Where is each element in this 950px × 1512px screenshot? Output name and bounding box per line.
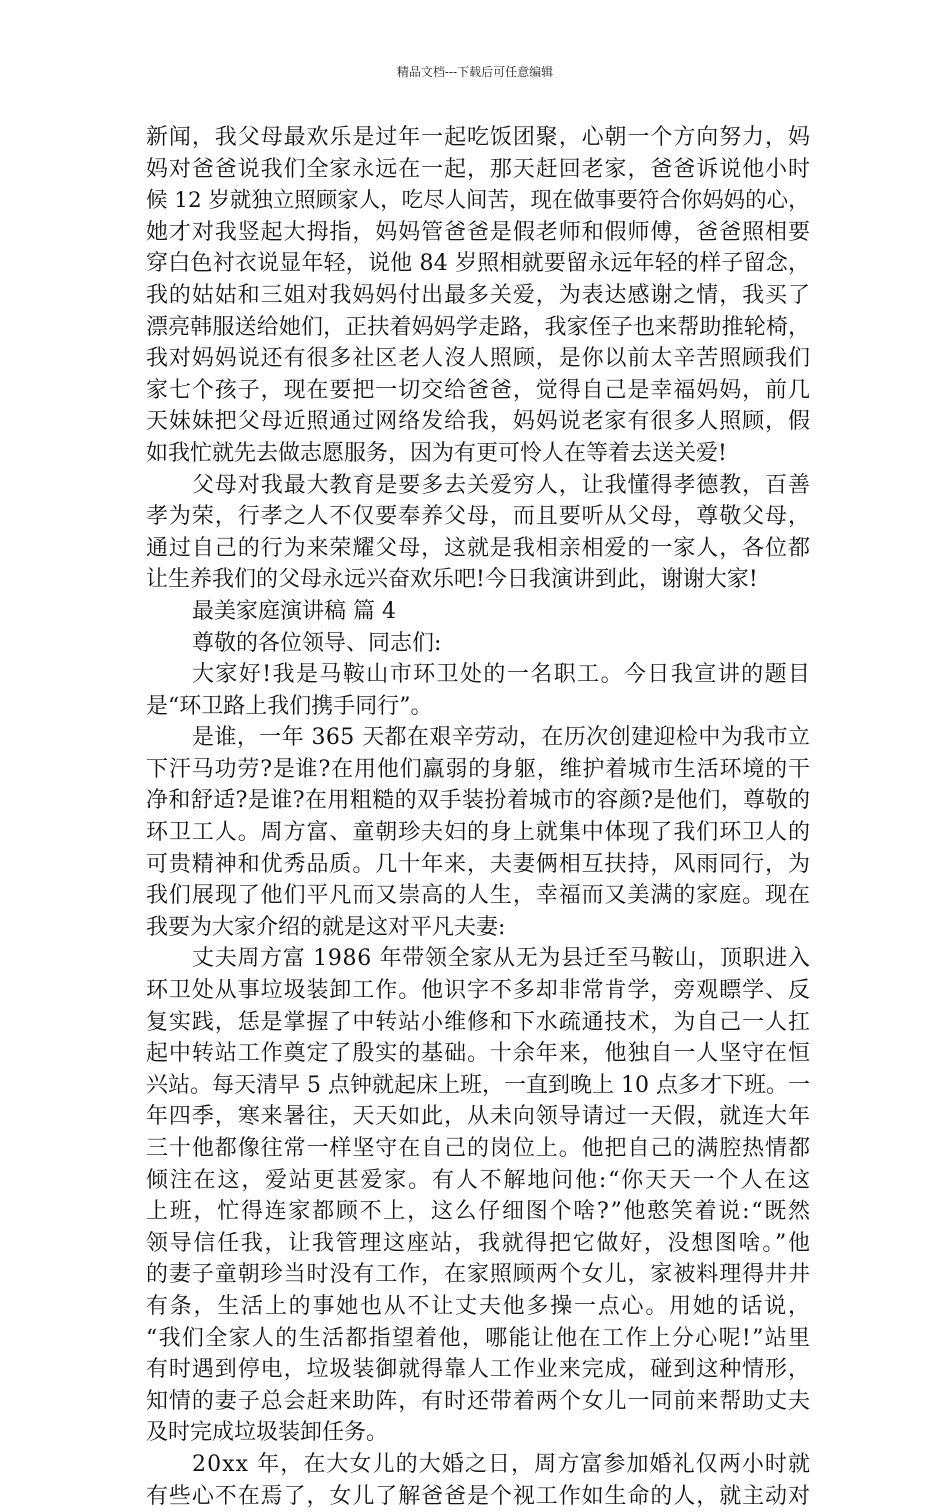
text-line: 有些心不在焉了，女儿了解爸爸是个视工作如生命的人，就主动对	[146, 1483, 811, 1509]
text-line: 是“环卫路上我们携手同行”。	[146, 693, 433, 719]
text-line: 年四季，寒来暑往，天天如此，从未向领导请过一天假，就连大年	[146, 1104, 811, 1130]
text-line: 上班，忙得连家都顾不上，这么仔细图个啥?”他憨笑着说:“既然	[146, 1199, 812, 1225]
text-line: 倾注在这，爱站更甚爱家。有人不解地问他:“你天天一个人在这	[146, 1167, 812, 1193]
text-line: 有条，生活上的事她也从不让丈夫他多操一点心。用她的话说，	[146, 1293, 812, 1319]
document-body	[146, 122, 810, 1512]
text-line: 及时完成垃圾装卸任务。	[146, 1420, 389, 1446]
text-line: 她才对我竖起大拇指，妈妈管爸爸是假老师和假师傅，爸爸照相要	[146, 219, 811, 245]
paragraph-start-line: 20xx 年，在大女儿的大婚之日，周方富参加婚礼仅两小时就	[192, 1451, 812, 1477]
text-line: 有时遇到停电，垃圾装御就得靠人工作业来完成，碰到这种情形，	[146, 1357, 811, 1383]
text-line: 下汗马功劳?是谁?在用他们羸弱的身躯，维护着城市生活环境的干	[146, 756, 811, 782]
paragraph-start-line: 大家好!我是马鞍山市环卫处的一名职工。今日我宣讲的题目	[192, 662, 812, 688]
page-header: 精品文档---下载后可任意编辑	[396, 65, 554, 79]
text-line: 如我忙就先去做志愿服务，因为有更可怜人在等着去送关爱!	[146, 440, 727, 466]
text-line: 穿白色衬衣说显年轻，说他 84 岁照相就要留永远年轻的样子留念，	[146, 251, 811, 277]
text-line: 知情的妻子总会赶来助阵，有时还带着两个女儿一同前来帮助丈夫	[146, 1388, 811, 1414]
text-line: 我的姑姑和三姐对我妈妈付出最多关爱，为表达感谢之情，我买了	[146, 282, 811, 308]
text-line: 三十他都像往常一样坚守在自己的岗位上。他把自己的满腔热情都	[146, 1136, 811, 1161]
text-line: 领导信任我，让我管理这座站，我就得把它做好，没想图啥。”他	[146, 1230, 812, 1256]
text-line: 复实践，恁是掌握了中转站小维修和下水疏通技术，为自己一人扛	[146, 1009, 811, 1035]
text-line: 让生养我们的父母永远兴奋欢乐吧!今日我演讲到此，谢谢大家!	[146, 567, 758, 593]
paragraph-start-line: 丈夫周方富 1986 年带领全家从无为县迁至马鞍山，顶职进入	[192, 946, 811, 972]
text-line: 的妻子童朝珍当时没有工作，在家照顾两个女儿，家被料理得井井	[146, 1262, 811, 1288]
text-line: 天妹妹把父母近照通过网络发给我，妈妈说老家有很多人照顾，假	[146, 409, 811, 435]
paragraph-start-line: 是谁，一年 365 天都在艰辛劳动，在历次创建迎检中为我市立	[192, 725, 811, 751]
salutation: 尊敬的各位领导、同志们:	[192, 630, 442, 656]
section-heading: 最美家庭演讲稿 篇 4	[192, 598, 396, 624]
text-line: 可贵精神和优秀品质。几十年来，夫妻俩相互扶持，风雨同行，为	[146, 851, 811, 877]
text-line: “我们全家人的生活都指望着他，哪能让他在工作上分心呢!”站里	[146, 1325, 812, 1351]
text-line: 我们展现了他们平凡而又崇高的人生，幸福而又美满的家庭。现在	[146, 883, 811, 909]
text-line: 我对妈妈说还有很多社区老人沒人照顾，是你以前太辛苦照顾我们	[146, 346, 811, 372]
text-line: 环卫处从事垃圾装卸工作。他识字不多却非常肯学，旁观瞟学、反	[146, 978, 811, 1004]
text-line: 我要为大家介绍的就是这对平凡夫妻:	[146, 914, 506, 940]
paragraph-start-line: 父母对我最大教育是要多去关爱穷人，让我懂得孝德教，百善	[192, 472, 811, 498]
text-line: 候 12 岁就独立照顾家人，吃尽人间苦，现在做事要符合你妈妈的心，	[146, 188, 810, 214]
text-line: 漂亮韩服送给她们，正扶着妈妈学走路，我家侄子也来帮助推轮椅，	[146, 314, 811, 340]
text-line: 起中转站工作奠定了殷实的基础。十余年来，他独自一人坚守在恒	[146, 1041, 811, 1067]
text-line: 净和舒适?是谁?在用粗糙的双手装扮着城市的容颜?是他们，尊敬的	[146, 788, 811, 814]
text-line: 孝为荣，行孝之人不仅要奉养父母，而且要听从父母，尊敬父母，	[146, 504, 811, 530]
text-line: 通过自己的行为来荣耀父母，这就是我相亲相爱的一家人，各位都	[146, 535, 811, 561]
text-line: 兴站。每天清早 5 点钟就起床上班，一直到晚上 10 点多才下班。一	[146, 1072, 810, 1098]
text-line: 家七个孩子，现在要把一切交给爸爸，觉得自己是幸福妈妈，前几	[146, 377, 811, 403]
text-line: 新闻，我父母最欢乐是过年一起吃饭团聚，心朝一个方向努力，妈	[146, 125, 811, 150]
text-line: 妈对爸爸说我们全家永远在一起，那天赶回老家，爸爸诉说他小时	[146, 156, 811, 182]
text-line: 环卫工人。周方富、童朝珍夫妇的身上就集中体现了我们环卫人的	[146, 820, 811, 846]
